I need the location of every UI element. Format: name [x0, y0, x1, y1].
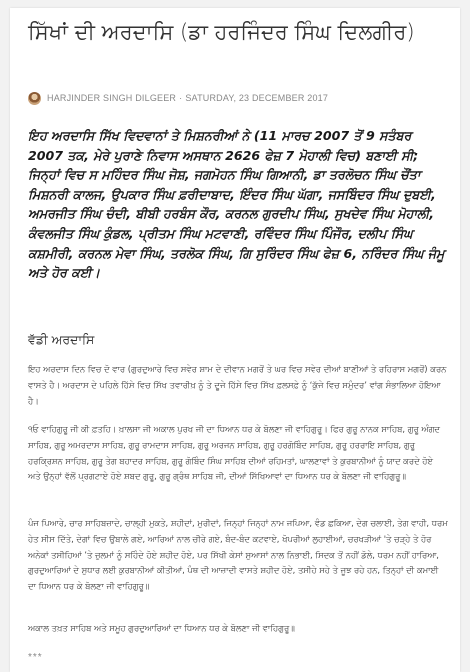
post-date[interactable]: SATURDAY, 23 DECEMBER 2017 — [185, 93, 329, 103]
body-paragraph-3: ਪੰਜ ਪਿਆਰੇ, ਚਾਰ ਸਾਹਿਬਜ਼ਾਦੇ, ਚਾਲ੍ਹੀ ਮੁਕਤੇ, ਸ਼ਹੀਦਾਂ, ਮੁਰੀਦਾਂ, ਜਿਨ੍ਹਾਂ ਜਿਨ੍ਹਾਂ ਨਾਮ ਜਪਿਆ, ਵੰਡ ਛਕਿਆ, ਦੇਗ ਚਲਾਈ, ਤੇਗ ਵਾਹੀ, ਧਰਮ ਹੇਤ ਸੀਸ ਦਿੱਤੇ, ਦੇਗਾਂ ਵਿਚ ਉਬਾਲੇ ਗਏ, ਆਰਿਆਂ ਨਾਲ ਚੀਰੇ ਗਏ, ਬੰਦ-ਬੰਦ ਕਟਵਾਏ, ਖੋਪਰੀਆਂ ਲੁਹਾਈਆਂ, ਚਰਖੜੀਆਂ 'ਤੇ ਚੜ੍ਹੇ ਤੇ ਹੋਰ ਅਨੇਕਾਂ ਤਸੀਹਿਆਂ ’ਤੇ ਜ਼ੁਲਮਾਂ ਨੂੰ ਸਹਿੰਦੇ ਹੋਏ ਸ਼ਹੀਦ ਹੋਏ, ਪਰ ਸਿੱਖੀ ਕੇਸਾਂ ਸੁਆਸਾਂ ਨਾਲ ਨਿਭਾਈ, ਸਿਦਕ ਤੋਂ ਨਹੀਂ ਡੋਲੇ, ਧਰਮ ਨਹੀਂ ਹਾਰਿਆ, ਗੁਰਦੁਆਰਿਆਂ ਦੇ ਸੁਧਾਰ ਲਈ ਕੁਰਬਾਨੀਆਂ ਕੀਤੀਆਂ, ਪੰਥ ਦੀ ਆਜ਼ਾਦੀ ਵਾਸਤੇ ਸ਼ਹੀਦ ਹੋਏ, ਤਸੀਹੇ ਸਹੇ ਤੇ ਜੂਝ ਰਹੇ ਹਨ, ਤਿਨ੍ਹਾਂ ਦੀ ਕਮਾਈ ਦਾ ਧਿਆਨ ਧਰ ਕੇ ਬੋਲਣਾ ਜੀ ਵਾਹਿਗੁਰੂ॥ — [28, 518, 448, 592]
post-byline — [28, 90, 448, 106]
body-paragraph-2: ੧ਓ ਵਾਹਿਗੁਰੂ ਜੀ ਕੀ ਫ਼ਤਹਿ। ਖ਼ਾਲਸਾ ਜੀ ਅਕਾਲ ਪੁਰਖ ਜੀ ਦਾ ਧਿਆਨ ਧਰ ਕੇ ਬੋਲਣਾ ਜੀ ਵਾਹਿਗੁਰੂ। ਫਿਰ ਗੁਰੂ ਨਾਨਕ ਸਾਹਿਬ, ਗੁਰੂ ਅੰਗਦ ਸਾਹਿਬ, ਗੁਰੂ ਅਮਰਦਾਸ ਸਾਹਿਬ, ਗੁਰੂ ਰਾਮਦਾਸ ਸਾਹਿਬ, ਗੁਰੂ ਅਰਜਨ ਸਾਹਿਬ, ਗੁਰੂ ਹਰਗੋਬਿੰਦ ਸਾਹਿਬ, ਗੁਰੂ ਹਰਰਾਇ ਸਾਹਿਬ, ਗੁਰੂ ਹਰਕ੍ਰਿਸ਼ਨ ਸਾਹਿਬ, ਗੁਰੂ ਤੇਗ ਬਹਾਦਰ ਸਾਹਿਬ, ਗੁਰੂ ਗੋਬਿੰਦ ਸਿੰਘ ਸਾਹਿਬ ਦੀਆਂ ਰਹਿਮਤਾਂ, ਘਾਲਣਾਵਾਂ ਤੇ ਕੁਰਬਾਨੀਆਂ ਨੂੰ ਯਾਦ ਕਰਦੇ ਹੋਏ ਅਤੇ ਉਨ੍ਹਾਂ ਵੱਲੋਂ ਪ੍ਰਗਟਾਏ ਹੋਏ ਸ਼ਬਦ ਗੁਰੂ, ਗੁਰੂ ਗ੍ਰੰਥ ਸਾਹਿਬ ਜੀ, ਦੀਆਂ ਸਿੱਖਿਆਵਾਂ ਦਾ ਧਿਆਨ ਧਰ ਕੇ ਬੋਲਣਾ ਜੀ ਵਾਹਿਗੁਰੂ॥ — [28, 424, 440, 482]
post-card — [10, 8, 460, 672]
post-title[interactable]: ਸਿੱਖਾਂ ਦੀ ਅਰਦਾਸਿ (ਡਾ ਹਰਜਿੰਦਰ ਸਿੰਘ ਦਿਲਗੀਰ) — [28, 20, 415, 44]
section-divider-stars: *** — [28, 652, 43, 663]
byline-separator: · — [179, 93, 183, 103]
post-intro: ਇਹ ਅਰਦਾਸਿ ਸਿੱਖ ਵਿਦਵਾਨਾਂ ਤੇ ਮਿਸ਼ਨਰੀਆਂ ਨੇ (11 ਮਾਰਚ 2007 ਤੋਂ 9 ਸਤੰਬਰ 2007 ਤਕ, ਮੇਰੇ ਪੁਰਾਣੇ ਨਿਵਾਸ ਅਸਥਾਨ 2626 ਫੇਜ਼ 7 ਮੋਹਾਲੀ ਵਿਚ) ਬਣਾਈ ਸੀ; ਜਿਨ੍ਹਾਂ ਵਿਚ ਸ ਮਹਿੰਦਰ ਸਿੰਘ ਜੋਸ਼, ਜਗਮੋਹਨ ਸਿੰਘ ਗਿਆਨੀ, ਡਾ ਤਰਲੋਚਨ ਸਿੰਘ ਚੌਂਤਾ ਮਿਸ਼ਨਰੀ ਕਾਲਜ, ਉਪਕਾਰ ਸਿੰਘ ਫ਼ਰੀਦਾਬਾਦ, ਇੰਦਰ ਸਿੰਘ ਘੱਗਾ, ਜਸਬਿੰਦਰ ਸਿੰਘ ਦੁਬਈ, ਅਮਰਜੀਤ ਸਿੰਘ ਚੰਦੀ, ਬੀਬੀ ਹਰਬੰਸ ਕੌਰ, ਕਰਨਲ ਗੁਰਦੀਪ ਸਿੰਘ, ਸੁਖਦੇਵ ਸਿੰਘ ਮੋਹਾਲੀ, ਕੰਵਲਜੀਤ ਸਿੰਘ ਕੁੰਡਲ, ਪ੍ਰੀਤਮ ਸਿੰਘ ਮਟਵਾਣੀ, ਰਵਿੰਦਰ ਸਿੰਘ ਪਿੰਜੌਰ, ਦਲੀਪ ਸਿੰਘ ਕਸ਼ਮੀਰੀ, ਕਰਨਲ ਮੇਵਾ ਸਿੰਘ, ਤਰਲੋਕ ਸਿੰਘ, ਗਿ ਸੁਰਿੰਦਰ ਸਿੰਘ ਫੇਜ਼ 6, ਨਰਿੰਦਰ ਸਿੰਘ ਜੰਮੂ ਅਤੇ ਹੋਰ ਕਈ। — [28, 128, 445, 281]
author-avatar[interactable] — [28, 92, 41, 105]
author-name[interactable]: HARJINDER SINGH DILGEER — [47, 93, 177, 103]
section-heading: ਵੱਡੀ ਅਰਦਾਸਿ — [28, 332, 95, 347]
body-paragraph-1: ਇਹ ਅਰਦਾਸ ਦਿਨ ਵਿਚ ਦੋ ਵਾਰ (ਗੁਰਦੁਆਰੇ ਵਿਚ ਸਵੇਰ ਸ਼ਾਮ ਦੇ ਦੀਵਾਨ ਮਗਰੋਂ ਤੇ ਘਰ ਵਿਚ ਸਵੇਰ ਦੀਆਂ ਬਾਣੀਆਂ ਤੇ ਰਹਿਰਾਸ ਮਗਰੋਂ) ਕਰਨ ਵਾਸਤੇ ਹੈ। ਅਰਦਾਸ ਦੇ ਪਹਿਲੇ ਹਿੱਸੇ ਵਿਚ ਸਿੱਖ ਤਵਾਰੀਖ਼ ਨੂੰ ਤੇ ਦੂਜੇ ਹਿੱਸੇ ਵਿਚ ਸਿੱਖ ਫ਼ਲਸਫ਼ੇ ਨੂੰ ‘ਕੁੱਜੇ ਵਿਚ ਸਮੁੰਦਰ’ ਵਾਂਗ ਸੰਭਾਲਿਆ ਹੋਇਆ ਹੈ। — [28, 364, 447, 406]
body-paragraph-4: ਅਕਾਲ ਤਖ਼ਤ ਸਾਹਿਬ ਅਤੇ ਸਮੂਹ ਗੁਰਦੁਆਰਿਆਂ ਦਾ ਧਿਆਨ ਧਰ ਕੇ ਬੋਲਣਾ ਜੀ ਵਾਹਿਗੁਰੂ॥ — [28, 623, 295, 633]
